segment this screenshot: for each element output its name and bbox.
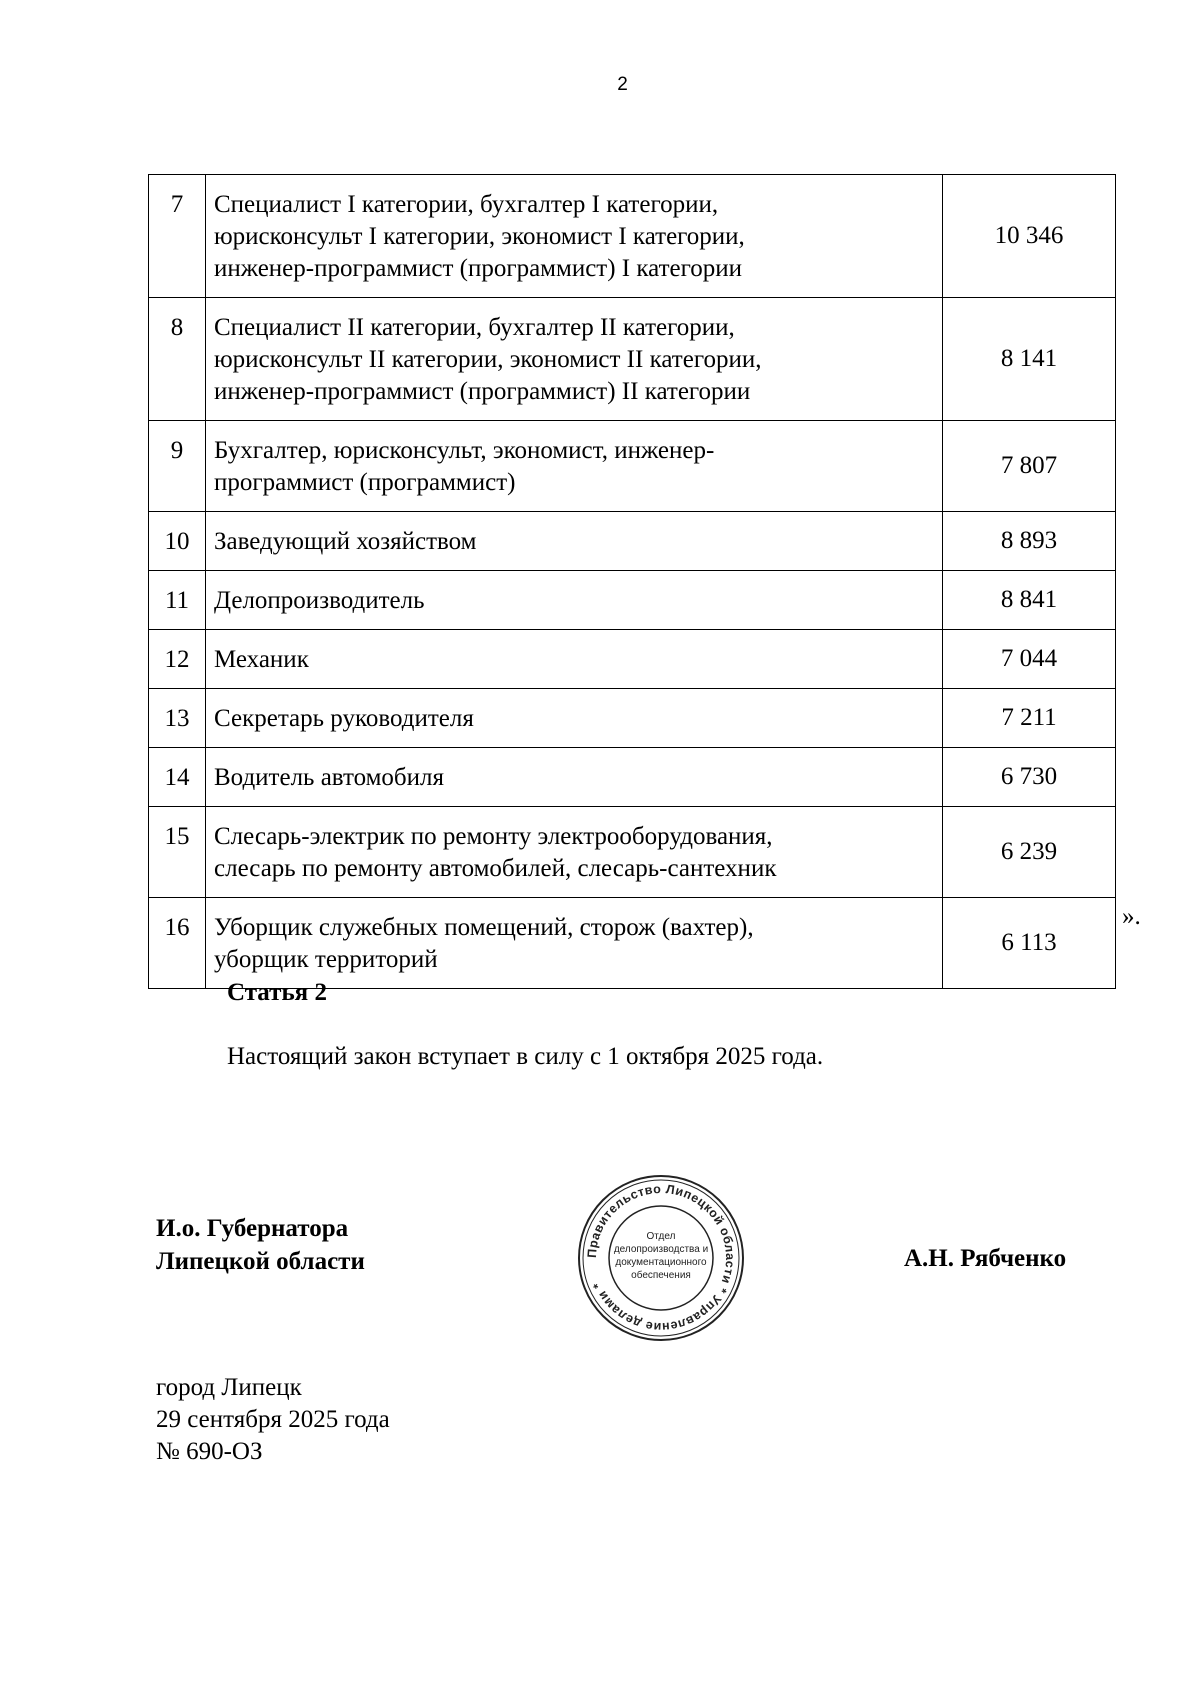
position-title-line: Слесарь-электрик по ремонту электрооборудования, <box>214 823 773 850</box>
place-date-block <box>156 1372 390 1468</box>
table-row <box>149 689 1116 748</box>
article-heading: Статья 2 <box>227 979 327 1006</box>
position-title-line: Заведующий хозяйством <box>214 528 477 555</box>
salary-value: 6 730 <box>943 748 1116 807</box>
signer-name: А.Н. Рябченко <box>904 1245 1067 1272</box>
position-title <box>206 512 943 571</box>
position-title <box>206 175 943 298</box>
table-row <box>149 807 1116 898</box>
official-stamp <box>576 1173 746 1343</box>
position-title-line: юрисконсульт I категории, экономист I категории, <box>214 223 745 250</box>
table-row <box>149 421 1116 512</box>
row-number: 13 <box>149 689 206 748</box>
date: 29 сентября 2025 года <box>156 1406 390 1433</box>
row-number: 9 <box>149 421 206 512</box>
page-number: 2 <box>617 74 628 95</box>
table-row <box>149 512 1116 571</box>
closing-quote: ». <box>1122 903 1141 930</box>
position-title-line: Специалист I категории, бухгалтер I категории, <box>214 191 719 218</box>
position-title-line: программист (программист) <box>214 469 516 496</box>
salary-value: 8 841 <box>943 571 1116 630</box>
article-text: Настоящий закон вступает в силу с 1 октября 2025 года. <box>227 1043 824 1070</box>
salary-value: 8 893 <box>943 512 1116 571</box>
position-title <box>206 898 943 989</box>
salary-value: 8 141 <box>943 298 1116 421</box>
position-title-line: Бухгалтер, юрисконсульт, экономист, инженер- <box>214 437 715 464</box>
position-title-line: уборщик территорий <box>214 946 438 973</box>
position-title-line: Водитель автомобиля <box>214 764 444 791</box>
table-row <box>149 898 1116 989</box>
position-title <box>206 630 943 689</box>
salary-value: 7 211 <box>943 689 1116 748</box>
salary-value: 6 113 <box>943 898 1116 989</box>
stamp-center-line: обеспечения <box>631 1270 691 1281</box>
table-row <box>149 175 1116 298</box>
position-title <box>206 298 943 421</box>
salary-value: 6 239 <box>943 807 1116 898</box>
table-row <box>149 630 1116 689</box>
stamp-center-line: Отдел <box>646 1231 676 1242</box>
position-title <box>206 571 943 630</box>
position-title <box>206 689 943 748</box>
position-title-line: Уборщик служебных помещений, сторож (вахтер), <box>214 914 754 941</box>
position-title <box>206 807 943 898</box>
salary-table <box>148 174 1116 989</box>
stamp-outer-text: Правительство Липецкой области * Управление делами * <box>584 1181 738 1335</box>
row-number: 15 <box>149 807 206 898</box>
salary-value: 7 044 <box>943 630 1116 689</box>
position-title-line: инженер-программист (программист) I категории <box>214 255 742 282</box>
salary-value: 7 807 <box>943 421 1116 512</box>
salary-value: 10 346 <box>943 175 1116 298</box>
signer-title <box>156 1212 365 1278</box>
position-title <box>206 748 943 807</box>
row-number: 7 <box>149 175 206 298</box>
row-number: 16 <box>149 898 206 989</box>
position-title-line: Секретарь руководителя <box>214 705 474 732</box>
position-title-line: слесарь по ремонту автомобилей, слесарь-сантехник <box>214 855 777 882</box>
position-title <box>206 421 943 512</box>
position-title-line: юрисконсульт II категории, экономист II категории, <box>214 346 762 373</box>
position-title-line: инженер-программист (программист) II категории <box>214 378 751 405</box>
table-row <box>149 748 1116 807</box>
row-number: 14 <box>149 748 206 807</box>
position-title-line: Специалист II категории, бухгалтер II категории, <box>214 314 735 341</box>
stamp-center-line: документационного <box>615 1257 707 1268</box>
position-title-line: Делопроизводитель <box>214 587 425 614</box>
table-row <box>149 571 1116 630</box>
stamp-center-line: делопроизводства и <box>613 1244 709 1255</box>
position-title-line: Механик <box>214 646 309 673</box>
city: город Липецк <box>156 1374 302 1401</box>
row-number: 12 <box>149 630 206 689</box>
row-number: 10 <box>149 512 206 571</box>
signer-title-line: И.о. Губернатора <box>156 1215 349 1242</box>
law-number: № 690-ОЗ <box>156 1438 263 1465</box>
signer-title-line: Липецкой области <box>156 1248 365 1275</box>
table-row <box>149 298 1116 421</box>
row-number: 8 <box>149 298 206 421</box>
row-number: 11 <box>149 571 206 630</box>
